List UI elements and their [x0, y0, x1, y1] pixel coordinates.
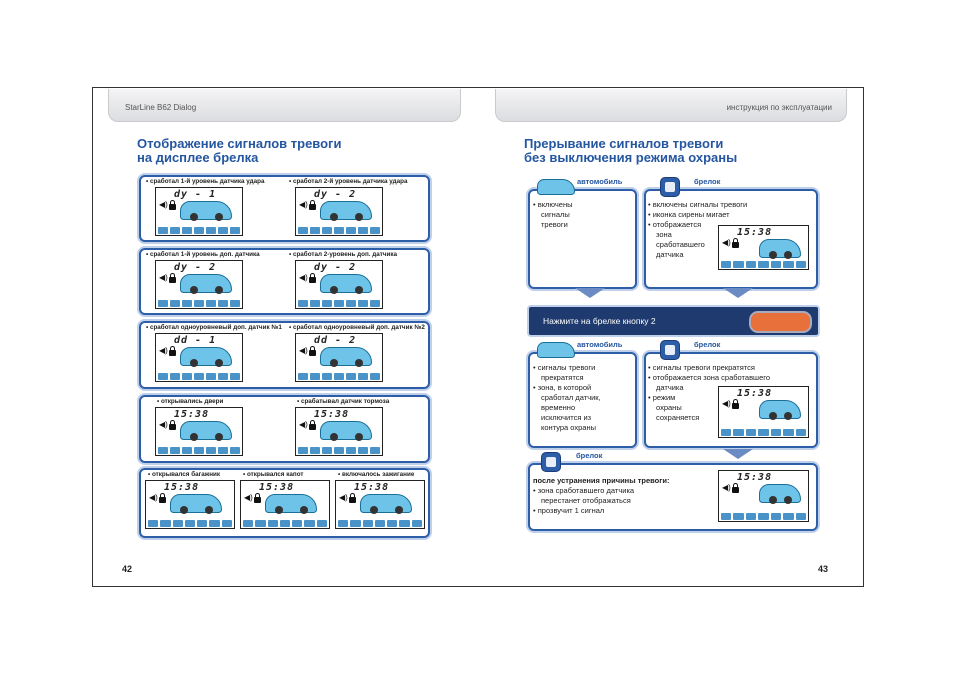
bullet: • сигналы тревоги	[533, 363, 596, 372]
lock-icon	[349, 497, 356, 503]
lcd-time: 15:38	[737, 227, 773, 238]
car-icon	[320, 421, 372, 440]
fob-lcd-2	[718, 386, 809, 438]
fob-lcd-3	[718, 470, 809, 522]
fob-button-2-icon	[749, 311, 812, 333]
bullet: • зона сработавшего датчика	[533, 486, 635, 495]
fob-lcd-screen	[155, 260, 243, 309]
lcd-code: dd - 2	[314, 335, 357, 346]
alarm-caption: • срабатывал датчик тормоза	[297, 398, 390, 405]
lock-icon	[169, 424, 176, 430]
status-icons	[243, 520, 327, 527]
siren-icon: ◀)	[159, 200, 168, 209]
car-icon	[180, 421, 232, 440]
bullet: прекратятся	[541, 373, 584, 382]
car-icon	[537, 179, 575, 195]
instruction-text: Нажмите на брелке кнопку 2	[543, 316, 656, 326]
lock-icon	[169, 350, 176, 356]
fob-lcd-screen	[295, 333, 383, 382]
alarm-caption: • сработал 2-й уровень датчика удара	[289, 178, 408, 185]
alarm-caption: • сработал одноуровневый доп. датчик №1	[146, 324, 282, 331]
siren-icon: ◀)	[159, 420, 168, 429]
fob-label-2: брелок	[694, 340, 721, 349]
arrow-icon	[575, 288, 605, 298]
bullet: датчика	[656, 250, 684, 259]
bullet: • иконка сирены мигает	[648, 210, 730, 219]
lcd-code: 15:38	[259, 482, 295, 493]
fob-lcd-screen	[155, 187, 243, 236]
alarm-caption: • сработал 1-й уровень доп. датчика	[146, 251, 260, 258]
fob-lcd-screen	[295, 260, 383, 309]
fob-icon	[660, 177, 680, 197]
siren-icon: ◀)	[299, 420, 308, 429]
arrow-icon	[723, 288, 753, 298]
car-icon	[537, 342, 575, 358]
car-icon	[320, 347, 372, 366]
lcd-code: 15:38	[164, 482, 200, 493]
car-icon	[180, 347, 232, 366]
lcd-code: dd - 1	[174, 335, 217, 346]
fob-label-1: брелок	[694, 177, 721, 186]
left-title	[137, 137, 341, 165]
page-number-right: 43	[818, 564, 829, 574]
bullet: • зона, в которой	[533, 383, 592, 392]
siren-icon: ◀)	[722, 483, 731, 492]
lcd-time: 15:38	[737, 472, 773, 483]
siren-icon: ◀)	[149, 493, 158, 502]
arrow-icon	[723, 449, 753, 459]
page-number-left: 42	[122, 564, 133, 574]
car-label-2: автомобиль	[577, 340, 623, 349]
car-icon	[759, 400, 801, 419]
status-icons	[298, 447, 380, 454]
car-icon	[759, 239, 801, 258]
status-icons	[721, 429, 806, 436]
lcd-code: 15:38	[354, 482, 390, 493]
bullet: охраны	[656, 403, 682, 412]
status-icons	[158, 300, 240, 307]
lock-icon	[159, 497, 166, 503]
car-bullets-2	[533, 363, 601, 433]
fob-bullets-3	[533, 476, 669, 516]
status-icons	[158, 447, 240, 454]
bullet: зона	[656, 230, 672, 239]
alarm-caption: • включалось зажигание	[338, 471, 415, 478]
status-icons	[721, 261, 806, 268]
lock-icon	[732, 403, 739, 409]
bullet: перестанет отображаться	[541, 496, 631, 505]
bullet: • прозвучит 1 сигнал	[533, 506, 605, 515]
bullet: • сигналы тревоги прекратятся	[648, 363, 755, 372]
status-icons	[721, 513, 806, 520]
lock-icon	[732, 242, 739, 248]
bullet: временно	[541, 403, 576, 412]
car-icon	[180, 274, 232, 293]
car-label-1: автомобиль	[577, 177, 623, 186]
status-icons	[298, 300, 380, 307]
left-header	[108, 89, 461, 122]
siren-icon: ◀)	[299, 273, 308, 282]
alarm-caption: • открывался багажник	[148, 471, 221, 478]
car-icon	[180, 201, 232, 220]
fob-icon	[541, 452, 561, 472]
lcd-code: dy - 2	[314, 262, 357, 273]
alarm-caption: • сработал одноуровневый доп. датчик №2	[289, 324, 425, 331]
siren-icon: ◀)	[722, 399, 731, 408]
alarm-caption: • открывались двери	[157, 398, 224, 405]
fob-lcd-screen	[240, 480, 330, 529]
car-icon	[265, 494, 317, 513]
lcd-code: dy - 1	[174, 189, 217, 200]
siren-icon: ◀)	[299, 200, 308, 209]
car-bullets-1	[533, 200, 576, 230]
bullet: • отображается	[648, 220, 702, 229]
right-title	[524, 137, 737, 165]
fob-label-3: брелок	[576, 451, 603, 460]
bullet: • включены сигналы тревоги	[648, 200, 748, 209]
status-icons	[298, 227, 380, 234]
bullet: тревоги	[541, 220, 568, 229]
bullet: • отображается зона сработавшего	[648, 373, 770, 382]
lock-icon	[309, 424, 316, 430]
lcd-code: dy - 2	[174, 262, 217, 273]
alarm-caption: • сработал 2-уровень доп. датчика	[289, 251, 398, 258]
lcd-time: 15:38	[737, 388, 773, 399]
fob-lcd-screen	[335, 480, 425, 529]
siren-icon: ◀)	[159, 273, 168, 282]
right-header-text: инструкция по эксплуатации	[726, 103, 832, 112]
left-title-line1: Отображение сигналов тревоги	[137, 136, 342, 151]
fob-lcd-screen	[295, 187, 383, 236]
status-icons	[298, 373, 380, 380]
right-header	[495, 89, 847, 122]
lock-icon	[169, 277, 176, 283]
block-title: после устранения причины тревоги:	[533, 476, 670, 485]
fob-lcd-screen	[145, 480, 235, 529]
bullet: сигналы	[541, 210, 570, 219]
bullet: сработал датчик,	[541, 393, 601, 402]
lcd-code: dy - 2	[314, 189, 357, 200]
bullet: контура охраны	[541, 423, 597, 432]
fob-lcd-1	[718, 225, 809, 270]
alarm-caption: • сработал 1-й уровень датчика удара	[146, 178, 265, 185]
status-icons	[158, 373, 240, 380]
fob-lcd-screen	[155, 407, 243, 456]
status-icons	[338, 520, 422, 527]
fob-icon	[660, 340, 680, 360]
status-icons	[148, 520, 232, 527]
car-icon	[170, 494, 222, 513]
siren-icon: ◀)	[339, 493, 348, 502]
fob-lcd-screen	[155, 333, 243, 382]
bullet: датчика	[656, 383, 684, 392]
bullet: исключится из	[541, 413, 592, 422]
status-icons	[158, 227, 240, 234]
bullet: сработавшего	[656, 240, 705, 249]
lock-icon	[732, 487, 739, 493]
siren-icon: ◀)	[722, 238, 731, 247]
lock-icon	[309, 350, 316, 356]
siren-icon: ◀)	[159, 346, 168, 355]
left-title-line2: на дисплее брелка	[137, 150, 259, 165]
lock-icon	[309, 204, 316, 210]
car-icon	[360, 494, 412, 513]
car-icon	[759, 484, 801, 503]
lock-icon	[309, 277, 316, 283]
alarm-caption: • открывался капот	[243, 471, 304, 478]
right-title-line1: Прерывание сигналов тревоги	[524, 136, 724, 151]
left-header-text: StarLine B62 Dialog	[125, 103, 197, 112]
bullet: сохраняется	[656, 413, 700, 422]
right-title-line2: без выключения режима охраны	[524, 150, 738, 165]
siren-icon: ◀)	[299, 346, 308, 355]
lcd-code: 15:38	[174, 409, 210, 420]
car-icon	[320, 201, 372, 220]
fob-lcd-screen	[295, 407, 383, 456]
bullet: • режим	[648, 393, 676, 402]
lcd-code: 15:38	[314, 409, 350, 420]
lock-icon	[169, 204, 176, 210]
bullet: • включены	[533, 200, 573, 209]
siren-icon: ◀)	[244, 493, 253, 502]
lock-icon	[254, 497, 261, 503]
car-icon	[320, 274, 372, 293]
